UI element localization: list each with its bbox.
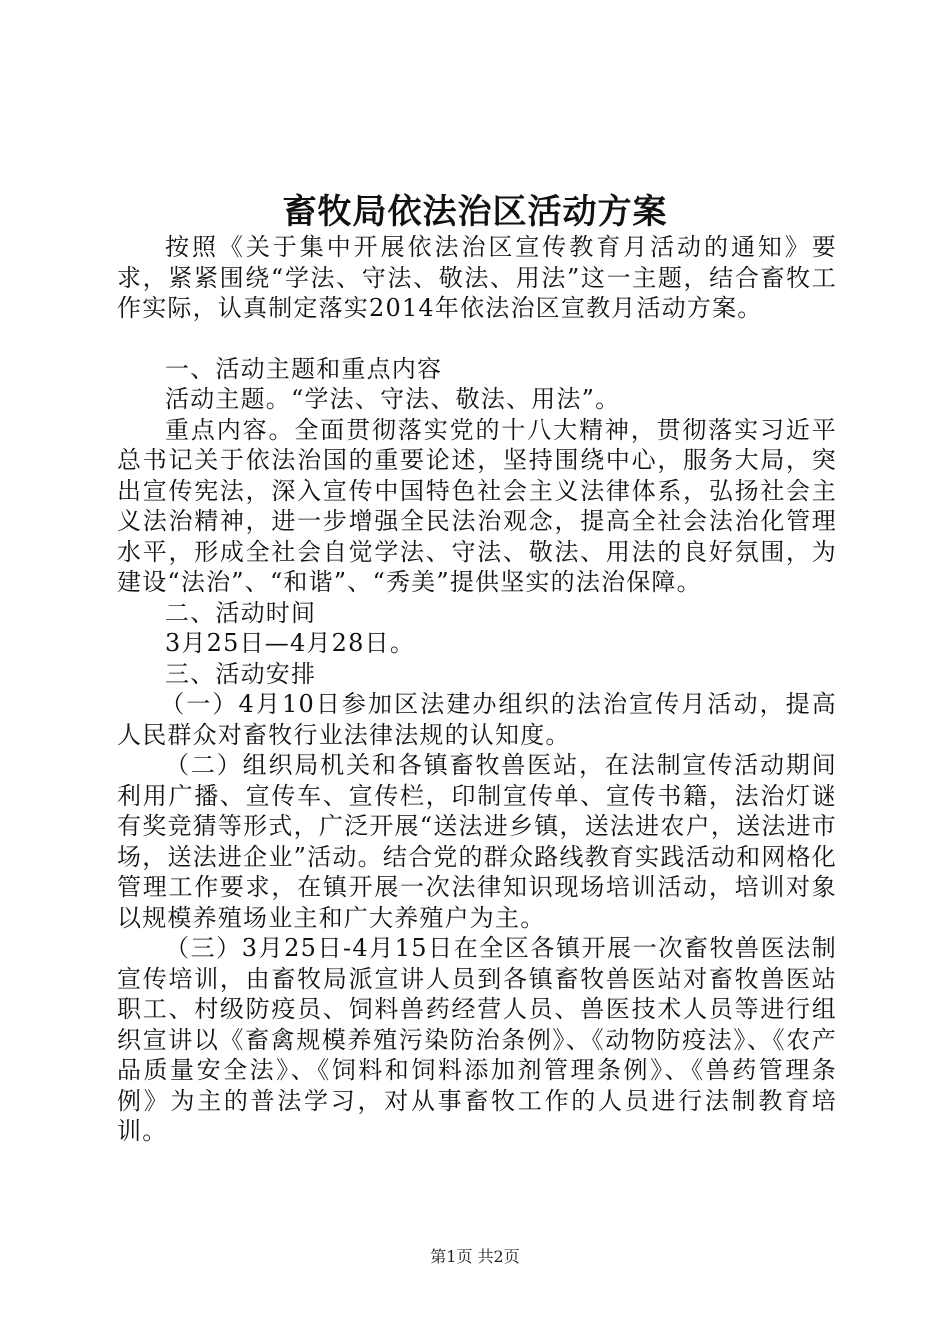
section-heading-2: 二、活动时间 xyxy=(165,598,317,627)
paragraph-arrangement-1: （一）4月10日参加区法建办组织的法治宣传月活动，提高人民群众对畜牧行业法律法规的认知度。 xyxy=(117,690,837,749)
paragraph-theme: 活动主题。“学法、守法、敬法、用法”。 xyxy=(165,385,621,413)
paragraph-time: 3月25日—4月28日。 xyxy=(165,629,416,657)
section-heading-1: 一、活动主题和重点内容 xyxy=(165,354,443,383)
page-footer: 第1页 共2页 xyxy=(430,1247,520,1266)
document-title: 畜牧局依法治区活动方案 xyxy=(282,192,668,232)
document-body xyxy=(117,232,837,1147)
paragraph-key-content: 重点内容。全面贯彻落实党的十八大精神，贯彻落实习近平总书记关于依法治国的重要论述，坚持围绕中心，服务大局，突出宣传宪法，深入宣传中国特色社会主义法律体系，弘扬社会主义法治精神，进一步增强全民法治观念，提高全社会法治化管理水平，形成全社会自觉学法、守法、敬法、用法的良好氛围，为建设“法治”、“和谐”、“秀美”提供坚实的法治保障。 xyxy=(117,415,837,596)
paragraph-intro: 按照《关于集中开展依法治区宣传教育月活动的通知》要求，紧紧围绕“学法、守法、敬法、用法”这一主题，结合畜牧工作实际，认真制定落实2014年依法治区宣教月活动方案。 xyxy=(117,233,837,322)
paragraph-arrangement-2: （二）组织局机关和各镇畜牧兽医站，在法制宣传活动期间利用广播、宣传车、宣传栏，印制宣传单、宣传书籍，法治灯谜有奖竞猜等形式，广泛开展“送法进乡镇，送法进农户，送法进市场，送法进企业”活动。结合党的群众路线教育实践活动和网格化管理工作要求，在镇开展一次法律知识现场培训活动，培训对象以规模养殖场业主和广大养殖户为主。 xyxy=(117,751,837,932)
section-heading-3: 三、活动安排 xyxy=(165,659,317,688)
paragraph-arrangement-3: （三）3月25日-4月15日在全区各镇开展一次畜牧兽医法制宣传培训，由畜牧局派宣讲人员到各镇畜牧兽医站对畜牧兽医站职工、村级防疫员、饲料兽药经营人员、兽医技术人员等进行组织宣讲以《畜禽规模养殖污染防治条例》、《动物防疫法》、《农产品质量安全法》、《饲料和饲料添加剂管理条例》、《兽药管理条例》为主的普法学习，对从事畜牧工作的人员进行法制教育培训。 xyxy=(117,934,837,1145)
